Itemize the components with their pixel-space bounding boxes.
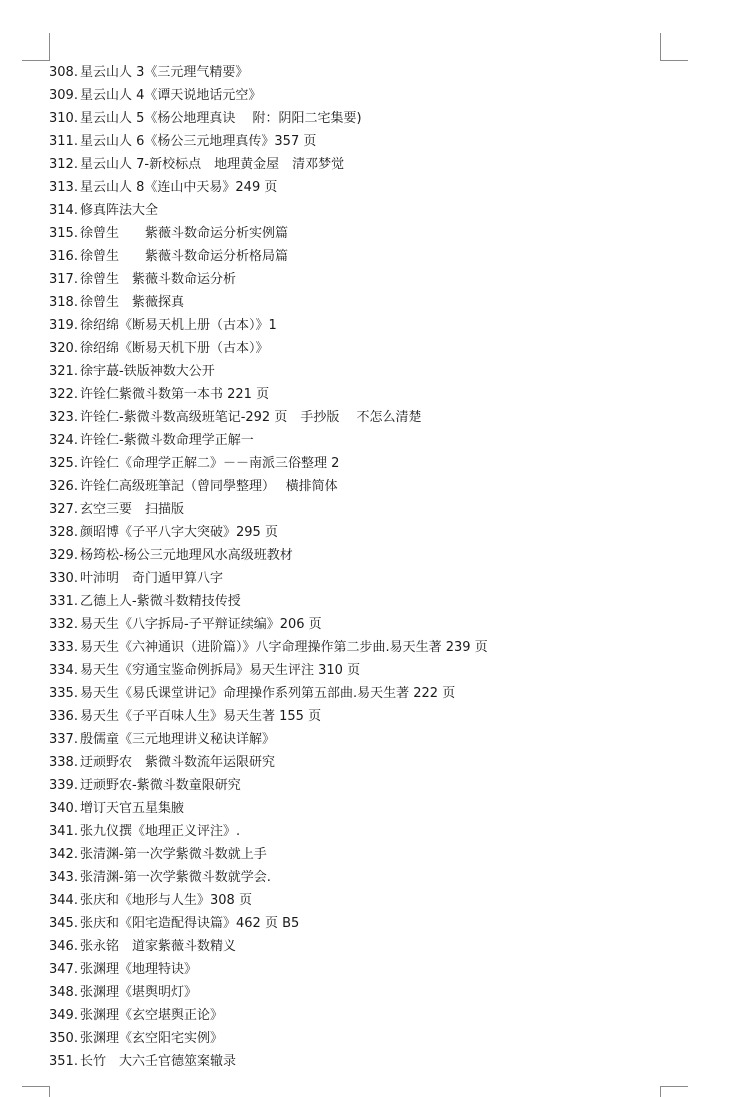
list-item-text: 易天生《六神通识（进阶篇）》八字命理操作第二步曲.易天生著 239 页 bbox=[80, 640, 488, 655]
list-item bbox=[49, 337, 669, 360]
list-item-number: 339. bbox=[49, 778, 78, 793]
list-item-text: 张庆和《地形与人生》308 页 bbox=[80, 893, 252, 908]
list-item-text: 星云山人 5《杨公地理真诀 附：阴阳二宅集要) bbox=[80, 111, 362, 126]
list-item bbox=[49, 222, 669, 245]
list-item bbox=[49, 429, 669, 452]
list-item-number: 325. bbox=[49, 456, 78, 471]
list-item-number: 346. bbox=[49, 939, 78, 954]
list-item-text: 张渊理《堪舆明灯》 bbox=[80, 985, 198, 1000]
list-item bbox=[49, 797, 669, 820]
list-item-number: 311. bbox=[49, 134, 78, 149]
list-item-number: 334. bbox=[49, 663, 78, 678]
list-item bbox=[49, 475, 669, 498]
list-item-number: 308. bbox=[49, 65, 78, 80]
list-item bbox=[49, 981, 669, 1004]
list-item-text: 星云山人 7-新校标点 地理黄金屋 清邓梦觉 bbox=[80, 157, 345, 172]
list-item-text: 徐曾生 紫薇斗数命运分析 bbox=[80, 272, 237, 287]
list-item bbox=[49, 820, 669, 843]
list-item bbox=[49, 912, 669, 935]
list-item-text: 许铨仁-紫微斗数高级班笔记-292 页 手抄版 不怎么清楚 bbox=[80, 410, 422, 425]
list-item-text: 殷儒童《三元地理讲义秘诀详解》 bbox=[80, 732, 276, 747]
list-item bbox=[49, 544, 669, 567]
list-item bbox=[49, 383, 669, 406]
list-item-number: 340. bbox=[49, 801, 78, 816]
list-item-text: 许铨仁高级班筆記（曾同學整理） 橫排简体 bbox=[80, 479, 338, 494]
list-item-number: 332. bbox=[49, 617, 78, 632]
list-item bbox=[49, 728, 669, 751]
list-item-number: 331. bbox=[49, 594, 78, 609]
list-item bbox=[49, 659, 669, 682]
list-item bbox=[49, 314, 669, 337]
list-item bbox=[49, 153, 669, 176]
list-item-text: 张清渊-第一次学紫微斗数就上手 bbox=[80, 847, 267, 862]
list-item-text: 易天生《易氏课堂讲记》命理操作系列第五部曲.易天生著 222 页 bbox=[80, 686, 456, 701]
list-item bbox=[49, 199, 669, 222]
list-item-text: 星云山人 8《连山中天易》249 页 bbox=[80, 180, 278, 195]
list-item-number: 320. bbox=[49, 341, 78, 356]
list-item-text: 叶沛明 奇门遁甲算八字 bbox=[80, 571, 224, 586]
list-item-number: 349. bbox=[49, 1008, 78, 1023]
list-item bbox=[49, 268, 669, 291]
list-item-number: 345. bbox=[49, 916, 78, 931]
list-item-number: 337. bbox=[49, 732, 78, 747]
list-item-number: 350. bbox=[49, 1031, 78, 1046]
list-item bbox=[49, 567, 669, 590]
list-item bbox=[49, 613, 669, 636]
list-item bbox=[49, 107, 669, 130]
list-item bbox=[49, 1004, 669, 1027]
list-item bbox=[49, 176, 669, 199]
list-item-text: 徐曾生 紫薇斗数命运分析格局篇 bbox=[80, 249, 289, 264]
list-item-number: 317. bbox=[49, 272, 78, 287]
list-item-text: 易天生《穷通宝鉴命例拆局》易天生评注 310 页 bbox=[80, 663, 361, 678]
list-item bbox=[49, 130, 669, 153]
list-item bbox=[49, 406, 669, 429]
corner-mark-top-left bbox=[22, 33, 50, 61]
list-item-text: 徐宇蕞-铁版神数大公开 bbox=[80, 364, 215, 379]
list-item bbox=[49, 452, 669, 475]
list-item-number: 316. bbox=[49, 249, 78, 264]
list-item bbox=[49, 958, 669, 981]
list-item-number: 342. bbox=[49, 847, 78, 862]
list-item-text: 星云山人 6《杨公三元地理真传》357 页 bbox=[80, 134, 317, 149]
list-item-text: 徐绍绵《断易天机上册（古本）》1 bbox=[80, 318, 277, 333]
list-item-text: 张渊理《玄空堪舆正论》 bbox=[80, 1008, 224, 1023]
list-item-number: 322. bbox=[49, 387, 78, 402]
list-item-number: 351. bbox=[49, 1054, 78, 1069]
list-item bbox=[49, 1050, 669, 1073]
list-item bbox=[49, 705, 669, 728]
list-item-text: 迂顽野农-紫微斗数童限研究 bbox=[80, 778, 241, 793]
list-item-number: 313. bbox=[49, 180, 78, 195]
list-item-number: 321. bbox=[49, 364, 78, 379]
numbered-book-list bbox=[49, 61, 669, 1073]
list-item-text: 张渊理《地理特诀》 bbox=[80, 962, 198, 977]
list-item-number: 335. bbox=[49, 686, 78, 701]
list-item-number: 333. bbox=[49, 640, 78, 655]
list-item-text: 增订天官五星集腋 bbox=[80, 801, 185, 816]
list-item bbox=[49, 889, 669, 912]
list-item bbox=[49, 521, 669, 544]
list-item-text: 玄空三要 扫描版 bbox=[80, 502, 185, 517]
list-item bbox=[49, 590, 669, 613]
list-item-number: 314. bbox=[49, 203, 78, 218]
list-item-text: 张清渊-第一次学紫微斗数就学会. bbox=[80, 870, 271, 885]
list-item-number: 327. bbox=[49, 502, 78, 517]
list-item-number: 347. bbox=[49, 962, 78, 977]
list-item-number: 328. bbox=[49, 525, 78, 540]
list-item-text: 许铨仁-紫微斗数命理学正解一 bbox=[80, 433, 254, 448]
list-item-number: 330. bbox=[49, 571, 78, 586]
list-item-number: 310. bbox=[49, 111, 78, 126]
corner-mark-top-right bbox=[660, 33, 688, 61]
list-item-text: 星云山人 3《三元理气精要》 bbox=[80, 65, 249, 80]
list-item-number: 326. bbox=[49, 479, 78, 494]
list-item-text: 徐曾生 紫薇探真 bbox=[80, 295, 185, 310]
list-item bbox=[49, 84, 669, 107]
list-item-number: 343. bbox=[49, 870, 78, 885]
list-item bbox=[49, 866, 669, 889]
list-item-number: 309. bbox=[49, 88, 78, 103]
list-item-text: 星云山人 4《谭天说地话元空》 bbox=[80, 88, 262, 103]
list-item-text: 长竹 大六壬官德筮案辙录 bbox=[80, 1054, 237, 1069]
list-item-text: 张永铭 道家紫薇斗数精义 bbox=[80, 939, 237, 954]
list-item-text: 杨筠松-杨公三元地理风水高级班教材 bbox=[80, 548, 293, 563]
list-item-text: 张庆和《阳宅造配得诀篇》462 页 B5 bbox=[80, 916, 300, 931]
list-item bbox=[49, 843, 669, 866]
list-item-text: 乙德上人-紫微斗数精技传授 bbox=[80, 594, 241, 609]
corner-mark-bottom-right bbox=[660, 1086, 688, 1097]
list-item-number: 336. bbox=[49, 709, 78, 724]
list-item-number: 338. bbox=[49, 755, 78, 770]
list-item-text: 张渊理《玄空阳宅实例》 bbox=[80, 1031, 224, 1046]
list-item-text: 徐绍绵《断易天机下册（古本）》 bbox=[80, 341, 269, 356]
list-item bbox=[49, 751, 669, 774]
list-item-number: 324. bbox=[49, 433, 78, 448]
list-item-text: 易天生《子平百味人生》易天生著 155 页 bbox=[80, 709, 322, 724]
list-item bbox=[49, 1027, 669, 1050]
list-item-number: 329. bbox=[49, 548, 78, 563]
list-item-text: 易天生《八字拆局-子平辩证续编》206 页 bbox=[80, 617, 322, 632]
list-item bbox=[49, 291, 669, 314]
list-item-number: 348. bbox=[49, 985, 78, 1000]
list-item-text: 修真阵法大全 bbox=[80, 203, 159, 218]
list-item-number: 315. bbox=[49, 226, 78, 241]
list-item bbox=[49, 360, 669, 383]
list-item bbox=[49, 774, 669, 797]
list-item bbox=[49, 682, 669, 705]
list-item bbox=[49, 61, 669, 84]
list-item-number: 323. bbox=[49, 410, 78, 425]
list-item bbox=[49, 636, 669, 659]
list-item-text: 迂顽野农 紫微斗数流年运限研究 bbox=[80, 755, 276, 770]
list-item-text: 徐曾生 紫薇斗数命运分析实例篇 bbox=[80, 226, 289, 241]
list-item-text: 许铨仁紫微斗数第一本书 221 页 bbox=[80, 387, 270, 402]
list-item-number: 341. bbox=[49, 824, 78, 839]
list-item bbox=[49, 245, 669, 268]
list-item-number: 312. bbox=[49, 157, 78, 172]
list-item-text: 张九仪撰《地理正义评注》. bbox=[80, 824, 241, 839]
list-item bbox=[49, 935, 669, 958]
list-item-number: 318. bbox=[49, 295, 78, 310]
corner-mark-bottom-left bbox=[22, 1086, 50, 1097]
list-item bbox=[49, 498, 669, 521]
list-item-text: 颜昭博《子平八字大突破》295 页 bbox=[80, 525, 278, 540]
list-item-number: 344. bbox=[49, 893, 78, 908]
list-item-text: 许铨仁《命理学正解二》－－南派三俗整理 2 bbox=[80, 456, 340, 471]
list-item-number: 319. bbox=[49, 318, 78, 333]
